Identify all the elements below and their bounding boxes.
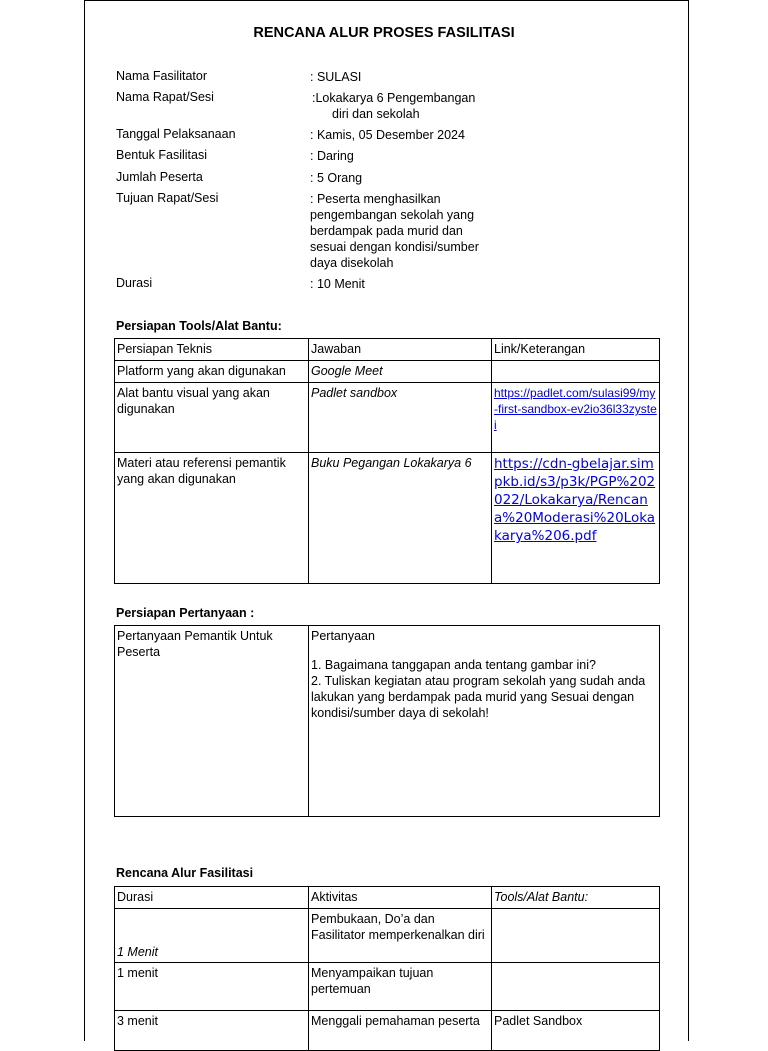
padlet-link[interactable]: https://padlet.com/sulasi99/my-first-sandbox-ev2io36l33zystei (494, 386, 657, 432)
cell-pertanyaan-content (309, 626, 660, 817)
cell-tools (492, 909, 660, 963)
label-nama-rapat: Nama Rapat/Sesi (116, 90, 214, 104)
cell-tools (492, 963, 660, 1011)
cell-teknis: Alat bantu visual yang akan digunakan (115, 383, 309, 453)
cell-teknis: Platform yang akan digunakan (115, 361, 309, 383)
label-tanggal: Tanggal Pelaksanaan (116, 127, 236, 141)
table-row (115, 453, 660, 584)
pertanyaan-q1: 1. Bagaimana tanggapan anda tentang gambar ini? (311, 658, 596, 672)
tools-table (114, 338, 660, 584)
table-row (115, 963, 660, 1011)
header-jawaban: Jawaban (309, 339, 492, 361)
pertanyaan-title: Pertanyaan (311, 629, 375, 643)
value-nama-rapat-line1: :Lokakarya 6 Pengembangan (312, 91, 476, 105)
alur-table (114, 886, 660, 1051)
label-tujuan: Tujuan Rapat/Sesi (116, 191, 219, 205)
cell-link (492, 361, 660, 383)
cell-teknis: Materi atau referensi pemantik yang akan digunakan (115, 453, 309, 584)
pertanyaan-table (114, 625, 660, 817)
value-durasi: : 10 Menit (310, 277, 365, 291)
cell-aktivitas: Pembukaan, Do’a dan Fasilitator memperkenalkan diri (309, 909, 492, 963)
pertanyaan-q2: 2. Tuliskan kegiatan atau program sekolah yang sudah anda lakukan yang berdampak pada murid yang Sesuai dengan kondisi/sumber daya di sekolah! (311, 674, 646, 720)
value-nama-fasilitator: : SULASI (310, 70, 362, 84)
cell-durasi: 1 menit (115, 963, 309, 1011)
cell-aktivitas: Menggali pemahaman peserta (309, 1011, 492, 1051)
value-bentuk: : Daring (310, 149, 354, 163)
section-alur-heading: Rencana Alur Fasilitasi (116, 866, 254, 880)
value-jumlah: : 5 Orang (310, 171, 363, 185)
cell-jawaban: Padlet sandbox (309, 383, 492, 453)
cell-link (492, 453, 660, 584)
label-bentuk: Bentuk Fasilitasi (116, 148, 208, 162)
section-pertanyaan-heading: Persiapan Pertanyaan : (116, 606, 255, 620)
value-tujuan: : Peserta menghasilkan pengembangan sekolah yang berdampak pada murid dan sesuai dengan kondisi/sumber daya disekolah (310, 192, 479, 270)
cell-aktivitas: Menyampaikan tujuan pertemuan (309, 963, 492, 1011)
cell-durasi: 1 Menit (115, 909, 309, 963)
materi-link[interactable]: https://cdn-gbelajar.simpkb.id/s3/p3k/PGP%202022/Lokakarya/Rencana%20Moderasi%20Lokakarya%206.pdf (494, 456, 656, 544)
header-persiapan-teknis: Persiapan Teknis (115, 339, 309, 361)
table-row (115, 1011, 660, 1051)
table-row (115, 626, 660, 817)
header-durasi: Durasi (115, 887, 309, 909)
cell-tools: Padlet Sandbox (492, 1011, 660, 1051)
table-row (115, 383, 660, 453)
label-nama-fasilitator: Nama Fasilitator (116, 69, 207, 83)
value-tanggal: : Kamis, 05 Desember 2024 (310, 128, 465, 142)
header-aktivitas: Aktivitas (309, 887, 492, 909)
header-link: Link/Keterangan (492, 339, 660, 361)
section-tools-heading: Persiapan Tools/Alat Bantu: (116, 319, 282, 333)
table-header-row (115, 887, 660, 909)
cell-durasi: 3 menit (115, 1011, 309, 1051)
cell-jawaban: Google Meet (309, 361, 492, 383)
label-durasi: Durasi (116, 276, 153, 290)
value-nama-rapat-line2: diri dan sekolah (332, 107, 420, 121)
label-jumlah: Jumlah Peserta (116, 170, 203, 184)
table-row (115, 361, 660, 383)
cell-pertanyaan-label: Pertanyaan Pemantik Untuk Peserta (115, 626, 309, 817)
cell-jawaban: Buku Pegangan Lokakarya 6 (309, 453, 492, 584)
document-title: RENCANA ALUR PROSES FASILITASI (253, 25, 515, 41)
table-header-row (115, 339, 660, 361)
table-row (115, 909, 660, 963)
header-tools: Tools/Alat Bantu: (492, 887, 660, 909)
cell-link (492, 383, 660, 453)
